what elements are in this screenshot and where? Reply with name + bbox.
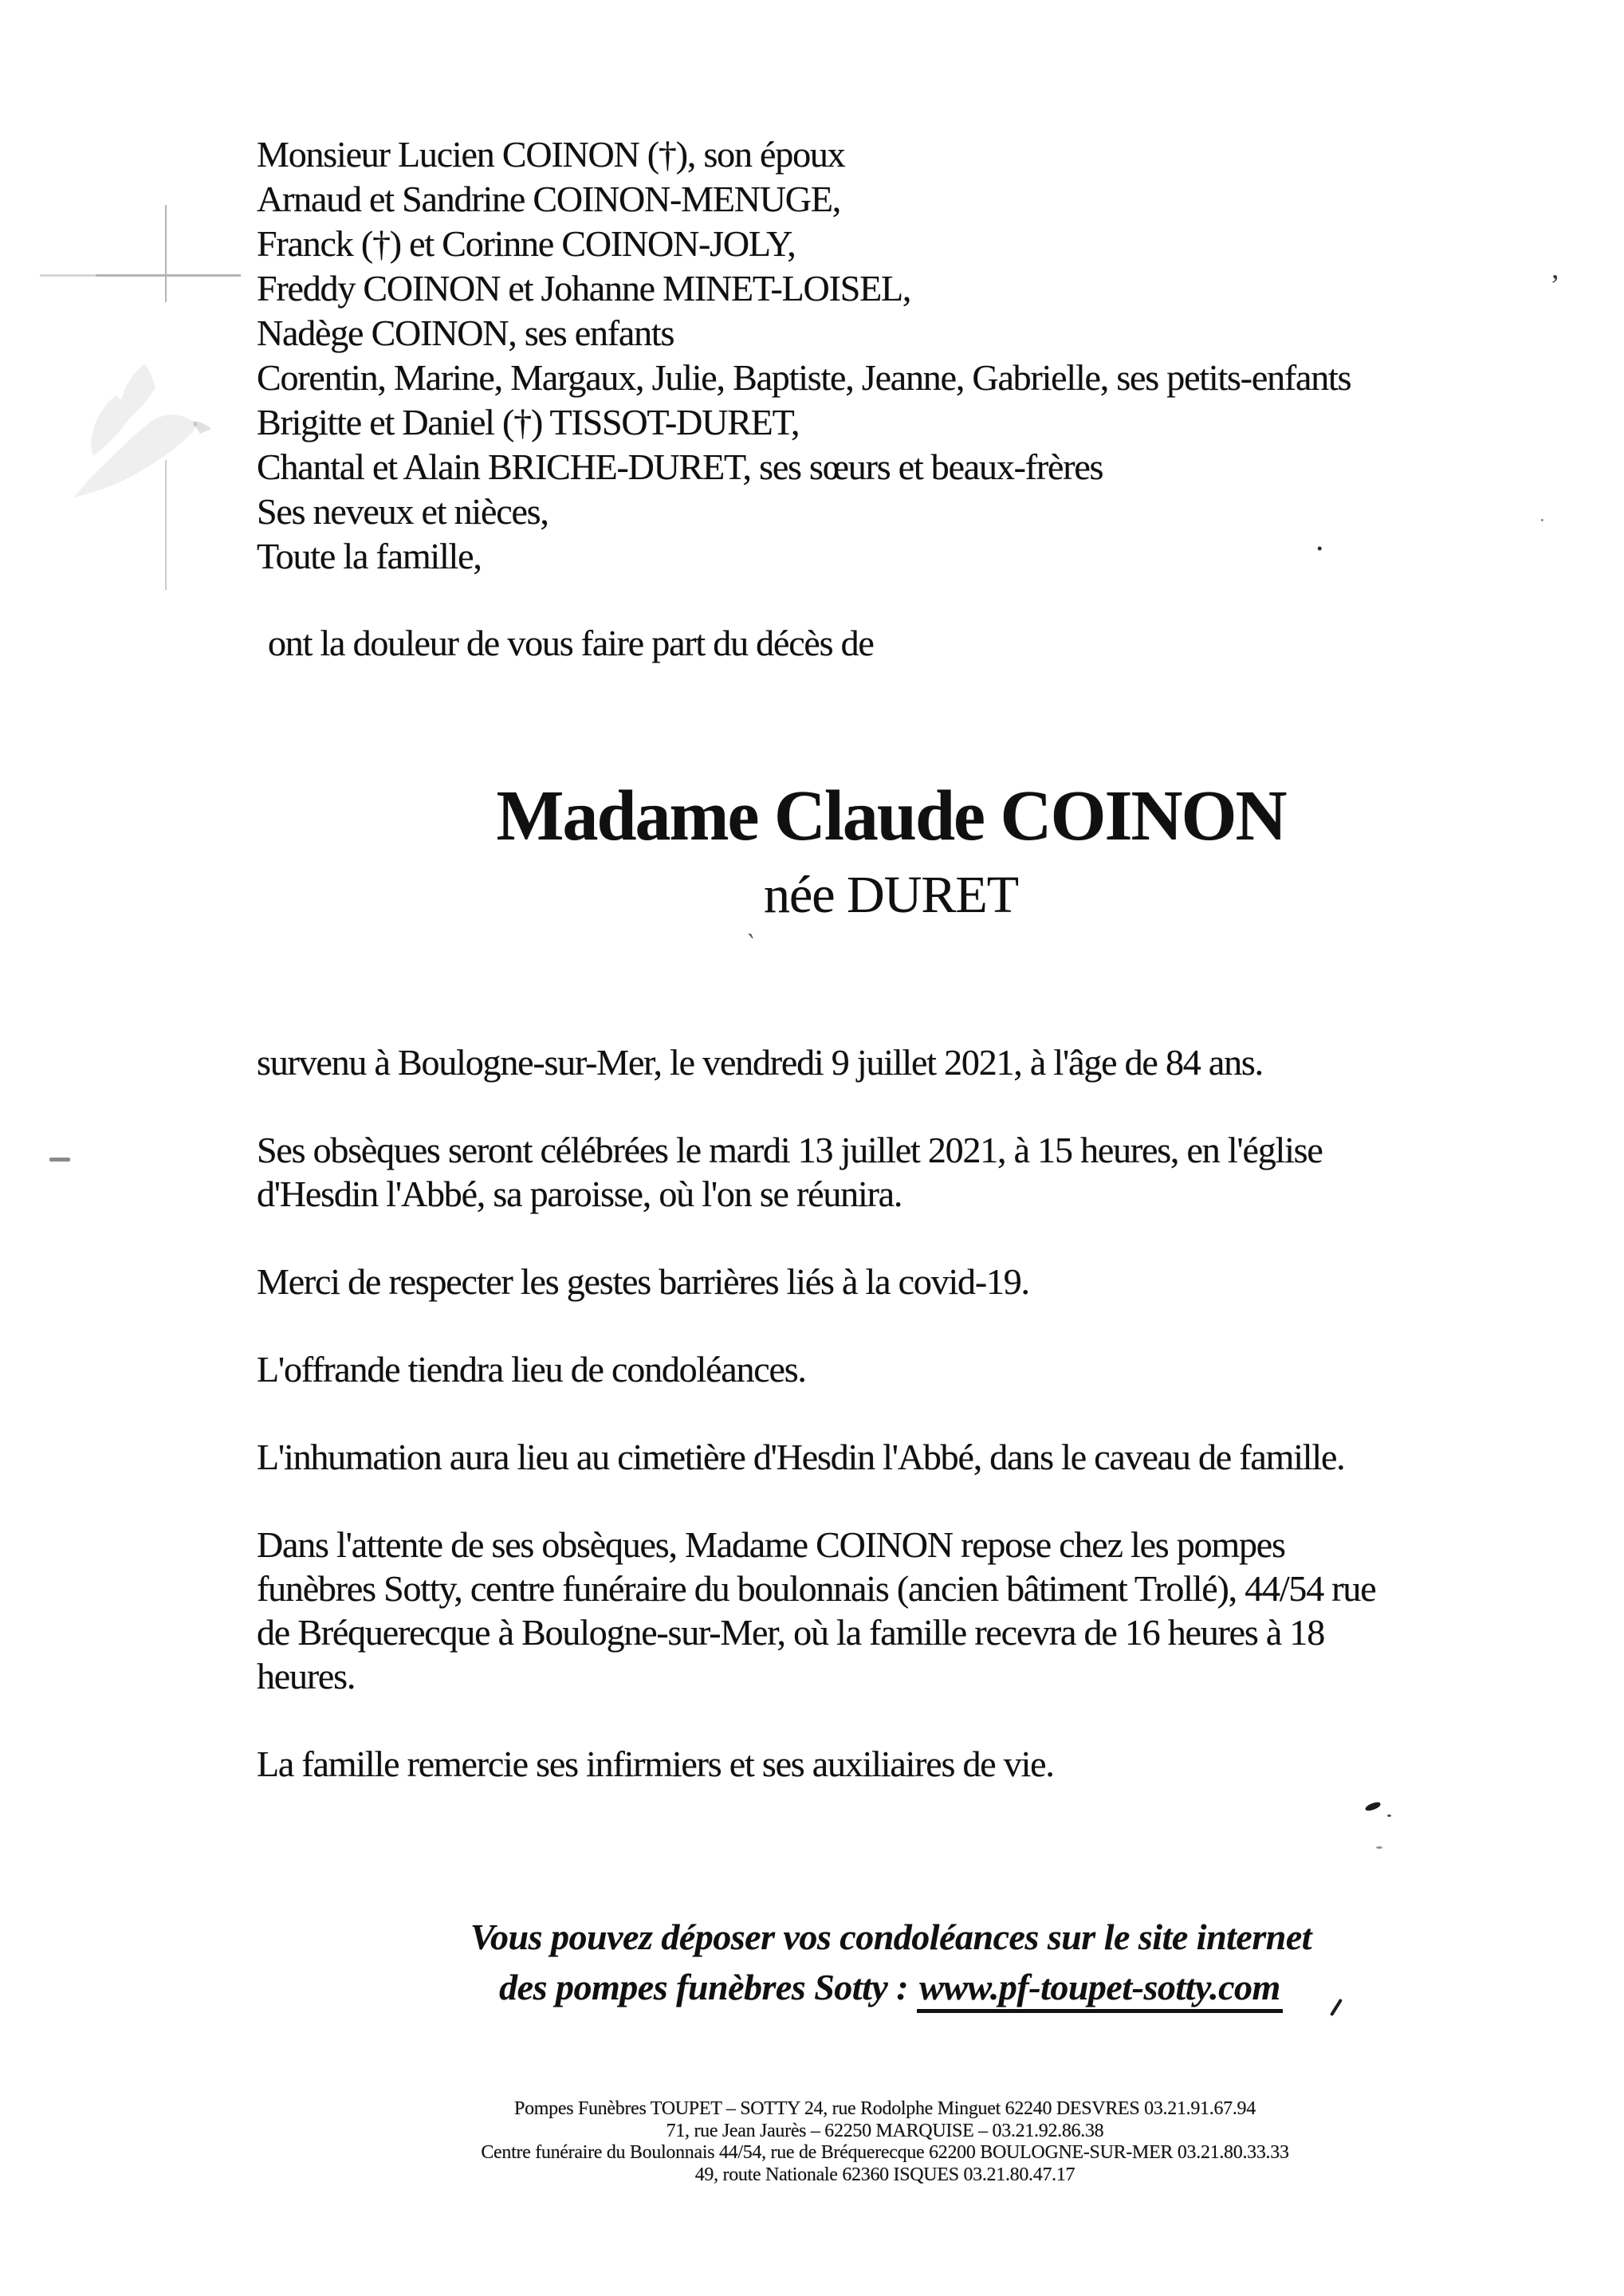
scan-speck: . (1315, 521, 1324, 558)
paragraph-repose (257, 1523, 1375, 1698)
cross-vertical (165, 205, 167, 302)
family-list (257, 132, 1351, 579)
body-paragraphs (257, 1040, 1375, 1830)
footer-address-boulogne: Centre funéraire du Boulonnais 44/54, rue de Bréquerecque 62200 BOULOGNE-SUR-MER 03.21.80.33.33 (481, 2142, 1289, 2163)
deceased-maiden-name: née DURET (763, 866, 1019, 924)
footer-address-isques: 49, route Nationale 62360 ISQUES 03.21.80.47.17 (694, 2164, 1075, 2185)
condolences-note (263, 1912, 1519, 2012)
condolences-note-prefix: des pompes funèbres Sotty : (499, 1967, 918, 2007)
paragraph-covid (257, 1260, 1375, 1303)
family-line-nephews: Ses neveux et nièces, (257, 491, 549, 532)
scan-speck: · (1539, 509, 1546, 532)
paragraph-death (257, 1040, 1375, 1084)
paragraph-line: d'Hesdin l'Abbé, sa paroisse, où l'on se réunira. (257, 1174, 902, 1214)
website-link: www.pf-toupet-sotty.com (917, 1967, 1283, 2013)
condolences-note-line2 (263, 1962, 1519, 2012)
scan-speck: ` (741, 929, 757, 960)
paragraph-offering (257, 1347, 1375, 1391)
deceased-name: Madame Claude COINON (496, 776, 1286, 855)
family-line-whole-family: Toute la famille, (257, 536, 482, 576)
family-line-child-3: Freddy COINON et Johanne MINET-LOISEL, (257, 268, 911, 309)
paragraph-line: La famille remercie ses infirmiers et ses auxiliaires de vie. (257, 1744, 1054, 1784)
paragraph-line: L'offrande tiendra lieu de condoléances. (257, 1349, 806, 1390)
announcement-sentence: ont la douleur de vous faire part du décès de (268, 623, 874, 663)
family-line-grandchildren: Corentin, Marine, Margaux, Julie, Baptiste, Jeanne, Gabrielle, ses petits-enfants (257, 357, 1351, 398)
condolences-note-line1: Vous pouvez déposer vos condoléances sur le site internet (470, 1917, 1312, 1957)
scan-speck (1387, 1814, 1391, 1817)
footer-address-marquise: 71, rue Jean Jaurès – 62250 MARQUISE – 03.21.92.86.38 (666, 2120, 1104, 2141)
family-line-sister-1: Brigitte et Daniel (†) TISSOT-DURET, (257, 402, 800, 442)
paragraph-funeral (257, 1128, 1375, 1216)
paragraph-line: survenu à Boulogne-sur-Mer, le vendredi 9 juillet 2021, à l'âge de 84 ans. (257, 1042, 1263, 1083)
paragraph-burial (257, 1435, 1375, 1479)
footer-address-desvres: Pompes Funèbres TOUPET – SOTTY 24, rue Rodolphe Minguet 62240 DESVRES 03.21.91.67.94 (514, 2098, 1256, 2119)
cross-horizontal (96, 274, 241, 277)
family-line-child-2: Franck (†) et Corinne COINON-JOLY, (257, 223, 796, 264)
scan-speck: , (1551, 252, 1559, 285)
family-line-child-4: Nadège COINON, ses enfants (257, 313, 674, 353)
family-line-sister-2: Chantal et Alain BRICHE-DURET, ses sœurs et beaux-frères (257, 446, 1103, 487)
paragraph-line: heures. (257, 1656, 356, 1696)
paragraph-line: funèbres Sotty, centre funéraire du boulonnais (ancien bâtiment Trollé), 44/54 rue (257, 1568, 1376, 1609)
dove-watermark-icon (68, 360, 227, 512)
paragraph-line: Dans l'attente de ses obsèques, Madame COINON repose chez les pompes (257, 1524, 1285, 1565)
paragraph-line: de Bréquerecque à Boulogne-sur-Mer, où la famille recevra de 16 heures à 18 (257, 1612, 1325, 1653)
family-line-child-1: Arnaud et Sandrine COINON-MENUGE, (257, 179, 841, 219)
paragraph-line: Merci de respecter les gestes barrières liés à la covid-19. (257, 1261, 1029, 1302)
paragraph-line: Ses obsèques seront célébrées le mardi 13 juillet 2021, à 15 heures, en l'église (257, 1130, 1323, 1170)
family-line-spouse: Monsieur Lucien COINON (†), son époux (257, 134, 845, 175)
scan-speck (49, 1158, 70, 1162)
scan-speck (1376, 1846, 1382, 1849)
paragraph-line: L'inhumation aura lieu au cimetière d'Hesdin l'Abbé, dans le caveau de famille. (257, 1437, 1345, 1477)
funeral-home-footer (263, 2098, 1507, 2186)
paragraph-thanks (257, 1742, 1375, 1786)
cross-horizontal-faint (40, 274, 97, 277)
